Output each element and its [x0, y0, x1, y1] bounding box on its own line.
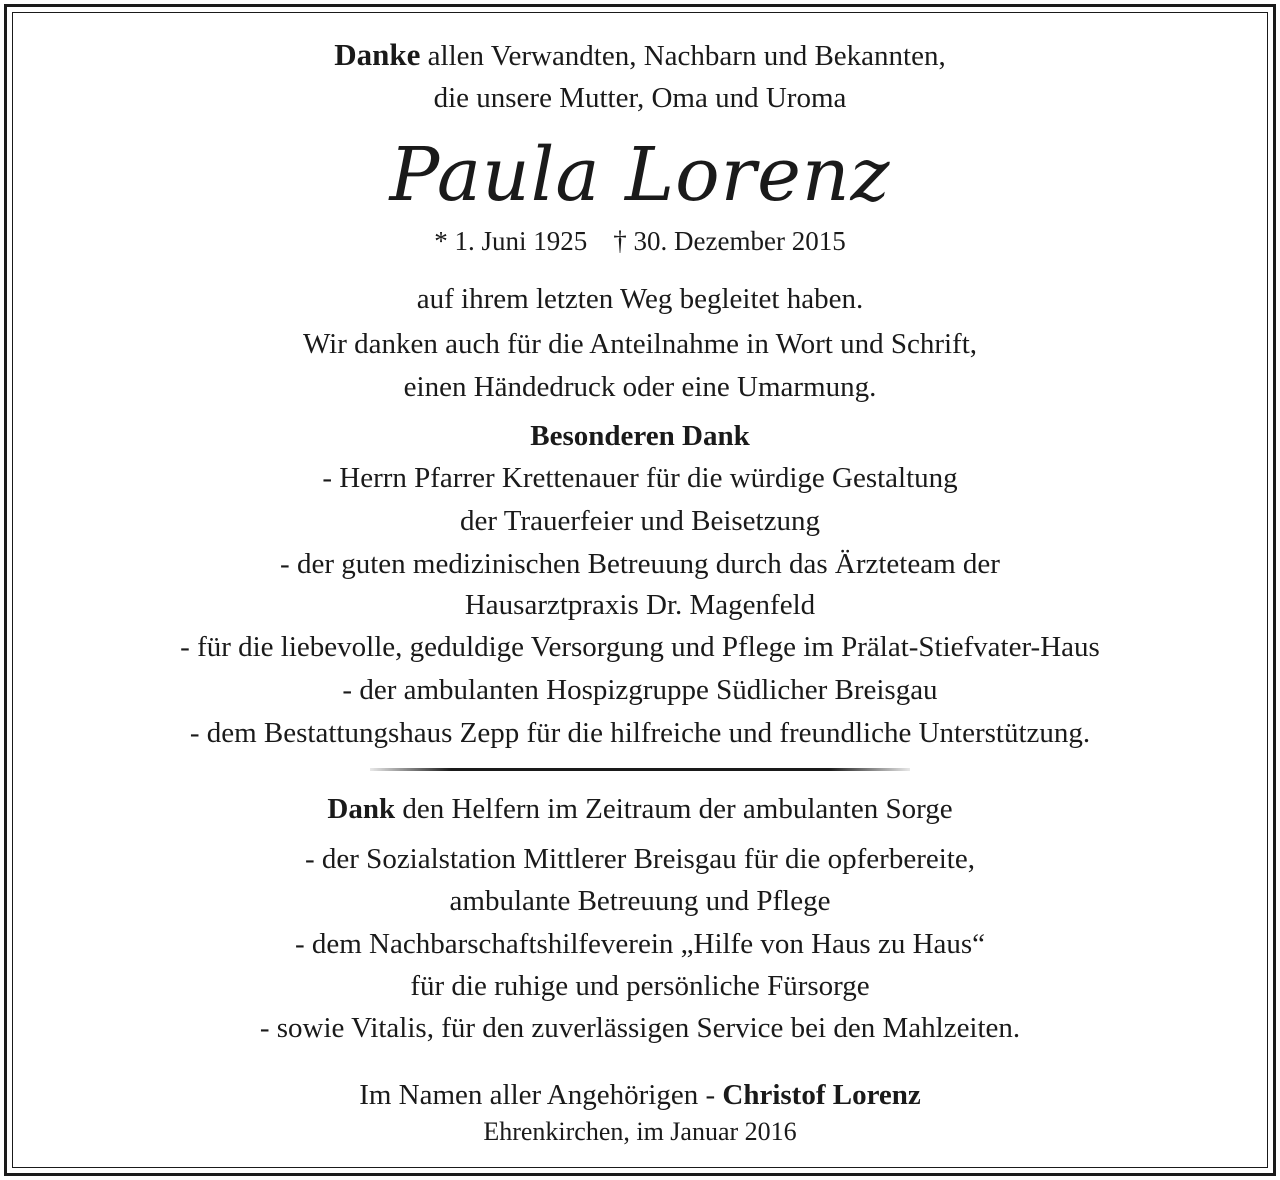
signature-prefix: Im Namen aller Angehörigen - [359, 1079, 723, 1111]
special-line: - Herrn Pfarrer Krettenauer für die würdige Gestaltung [322, 462, 958, 494]
helpers-line: - der Sozialstation Mittlerer Breisgau für die opferbereite, [305, 843, 975, 875]
body-line-1: auf ihrem letzten Weg begleitet haben. [416, 283, 864, 315]
death-date: † 30. Dezember 2015 [613, 226, 846, 256]
intro-lead-rest: allen Verwandten, Nachbarn und Bekannten, [420, 40, 946, 72]
special-line: Hausarztpraxis Dr. Magenfeld [464, 589, 816, 621]
special-line: der Trauerfeier und Beisetzung [460, 505, 820, 537]
special-line: - der guten medizinischen Betreuung durch das Ärzteteam der [280, 548, 1000, 580]
deceased-name [0, 128, 1280, 228]
helpers-lead-bold: Dank [327, 793, 396, 825]
section-divider [370, 768, 910, 771]
special-line: - dem Bestattungshaus Zepp für die hilfreiche und freundliche Unterstützung. [189, 717, 1091, 749]
helpers-line: - sowie Vitalis, für den zuverlässigen Service bei den Mahlzeiten. [259, 1012, 1021, 1044]
helpers-lead [0, 792, 1280, 826]
body-line-2: Wir danken auch für die Anteilnahme in Wort und Schrift, [302, 328, 978, 360]
special-line: - der ambulanten Hospizgruppe Südlicher Breisgau [342, 674, 938, 706]
helpers-line: für die ruhige und persönliche Fürsorge [410, 970, 870, 1002]
helpers-line: ambulante Betreuung und Pflege [449, 885, 831, 917]
signature-line [0, 1078, 1280, 1112]
life-dates [0, 224, 1280, 258]
helpers-line: - dem Nachbarschaftshilfeverein „Hilfe von Haus zu Haus“ [294, 928, 986, 960]
intro-line-1 [0, 38, 1280, 73]
special-heading: Besonderen Dank [530, 420, 750, 452]
deceased-name-text: Paula Lorenz [389, 132, 891, 218]
helpers-lead-rest: den Helfern im Zeitraum der ambulanten Sorge [395, 793, 953, 825]
special-line: - für die liebevolle, geduldige Versorgung und Pflege im Prälat-Stiefvater-Haus [180, 631, 1100, 663]
body-line-3: einen Händedruck oder eine Umarmung. [403, 371, 877, 403]
intro-lead-bold: Danke [334, 37, 421, 72]
signer-name: Christof Lorenz [722, 1079, 921, 1111]
intro-line-2: die unsere Mutter, Oma und Uroma [433, 82, 847, 114]
place-date: Ehrenkirchen, im Januar 2016 [483, 1117, 797, 1146]
birth-date: * 1. Juni 1925 [434, 226, 588, 256]
